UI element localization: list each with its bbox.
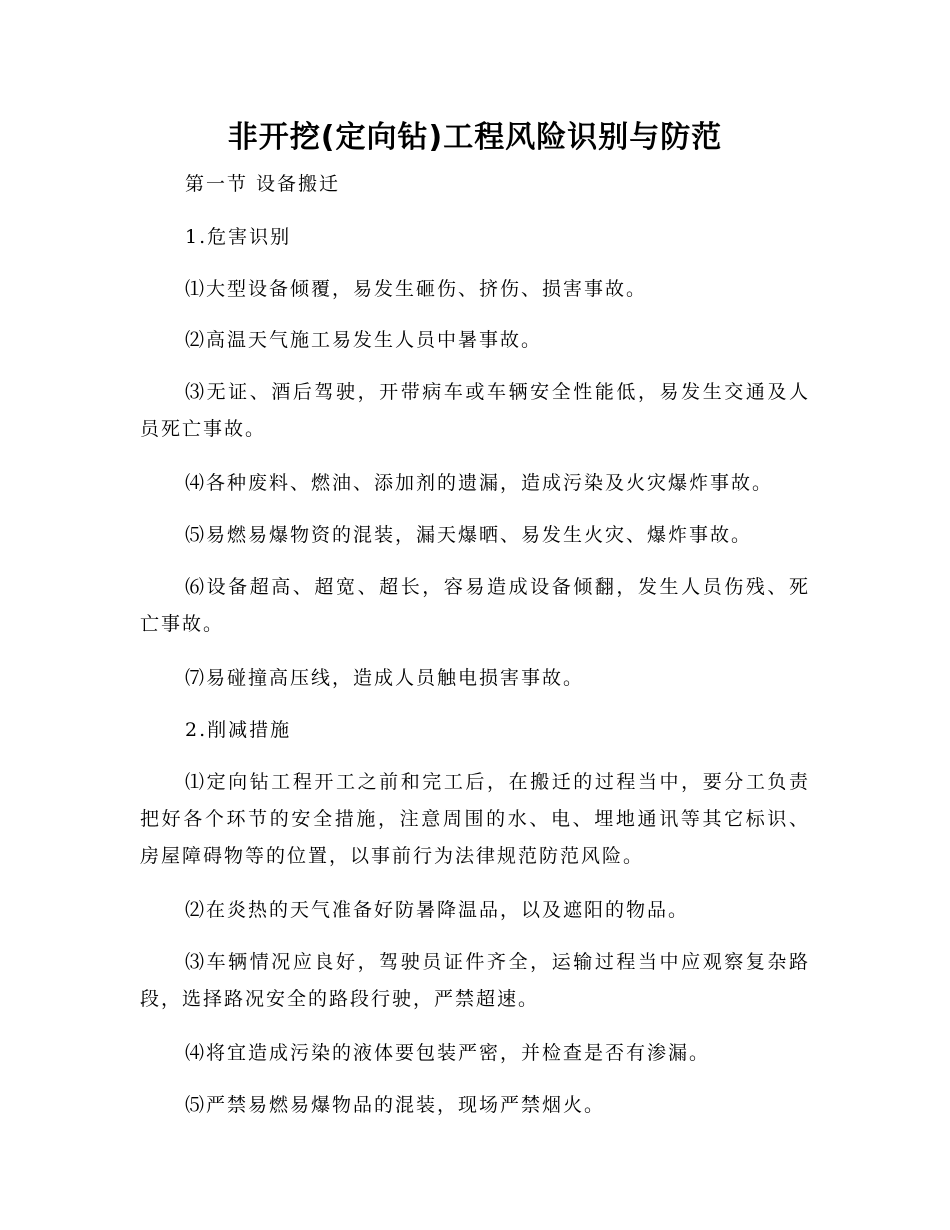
paragraph: ⑶车辆情况应良好，驾驶员证件齐全，运输过程当中应观察复杂路段，选择路况安全的路段行驶，严禁超速。: [140, 951, 810, 1010]
paragraph: ⑺易碰撞高压线，造成人员触电损害事故。: [185, 667, 585, 689]
paragraph: ⑸严禁易燃易爆物品的混装，现场严禁烟火。: [185, 1094, 606, 1116]
heading-hazard-identification: 1.危害识别: [185, 226, 292, 248]
paragraph: ⑴大型设备倾覆，易发生砸伤、挤伤、损害事故。: [185, 278, 648, 300]
paragraph: ⑵在炎热的天气准备好防暑降温品，以及遮阳的物品。: [185, 899, 690, 921]
paragraph: ⑶无证、酒后驾驶，开带病车或车辆安全性能低，易发生交通及人员死亡事故。: [140, 381, 810, 440]
paragraph: ⑷将宜造成污染的液体要包装严密，并检查是否有渗漏。: [185, 1042, 711, 1064]
paragraph: ⑸易燃易爆物资的混装，漏天爆晒、易发生火灾、爆炸事故。: [185, 524, 753, 546]
paragraph: ⑷各种废料、燃油、添加剂的遗漏，造成污染及火灾爆炸事故。: [185, 472, 774, 494]
document-title: 非开挖(定向钻)工程风险识别与防范: [227, 120, 723, 155]
paragraph: ⑹设备超高、超宽、超长，容易造成设备倾翻，发生人员伤残、死亡事故。: [140, 576, 810, 635]
section-heading: 第一节 设备搬迁: [185, 173, 341, 195]
heading-mitigation-measures: 2.削减措施: [185, 719, 292, 741]
paragraph: ⑴定向钻工程开工之前和完工后，在搬迁的过程当中，要分工负责把好各个环节的安全措施，注意周围的水、电、埋地通讯等其它标识、房屋障碍物等的位置，以事前行为法律规范防范风险。: [140, 771, 810, 867]
paragraph: ⑵高温天气施工易发生人员中暑事故。: [185, 329, 543, 351]
